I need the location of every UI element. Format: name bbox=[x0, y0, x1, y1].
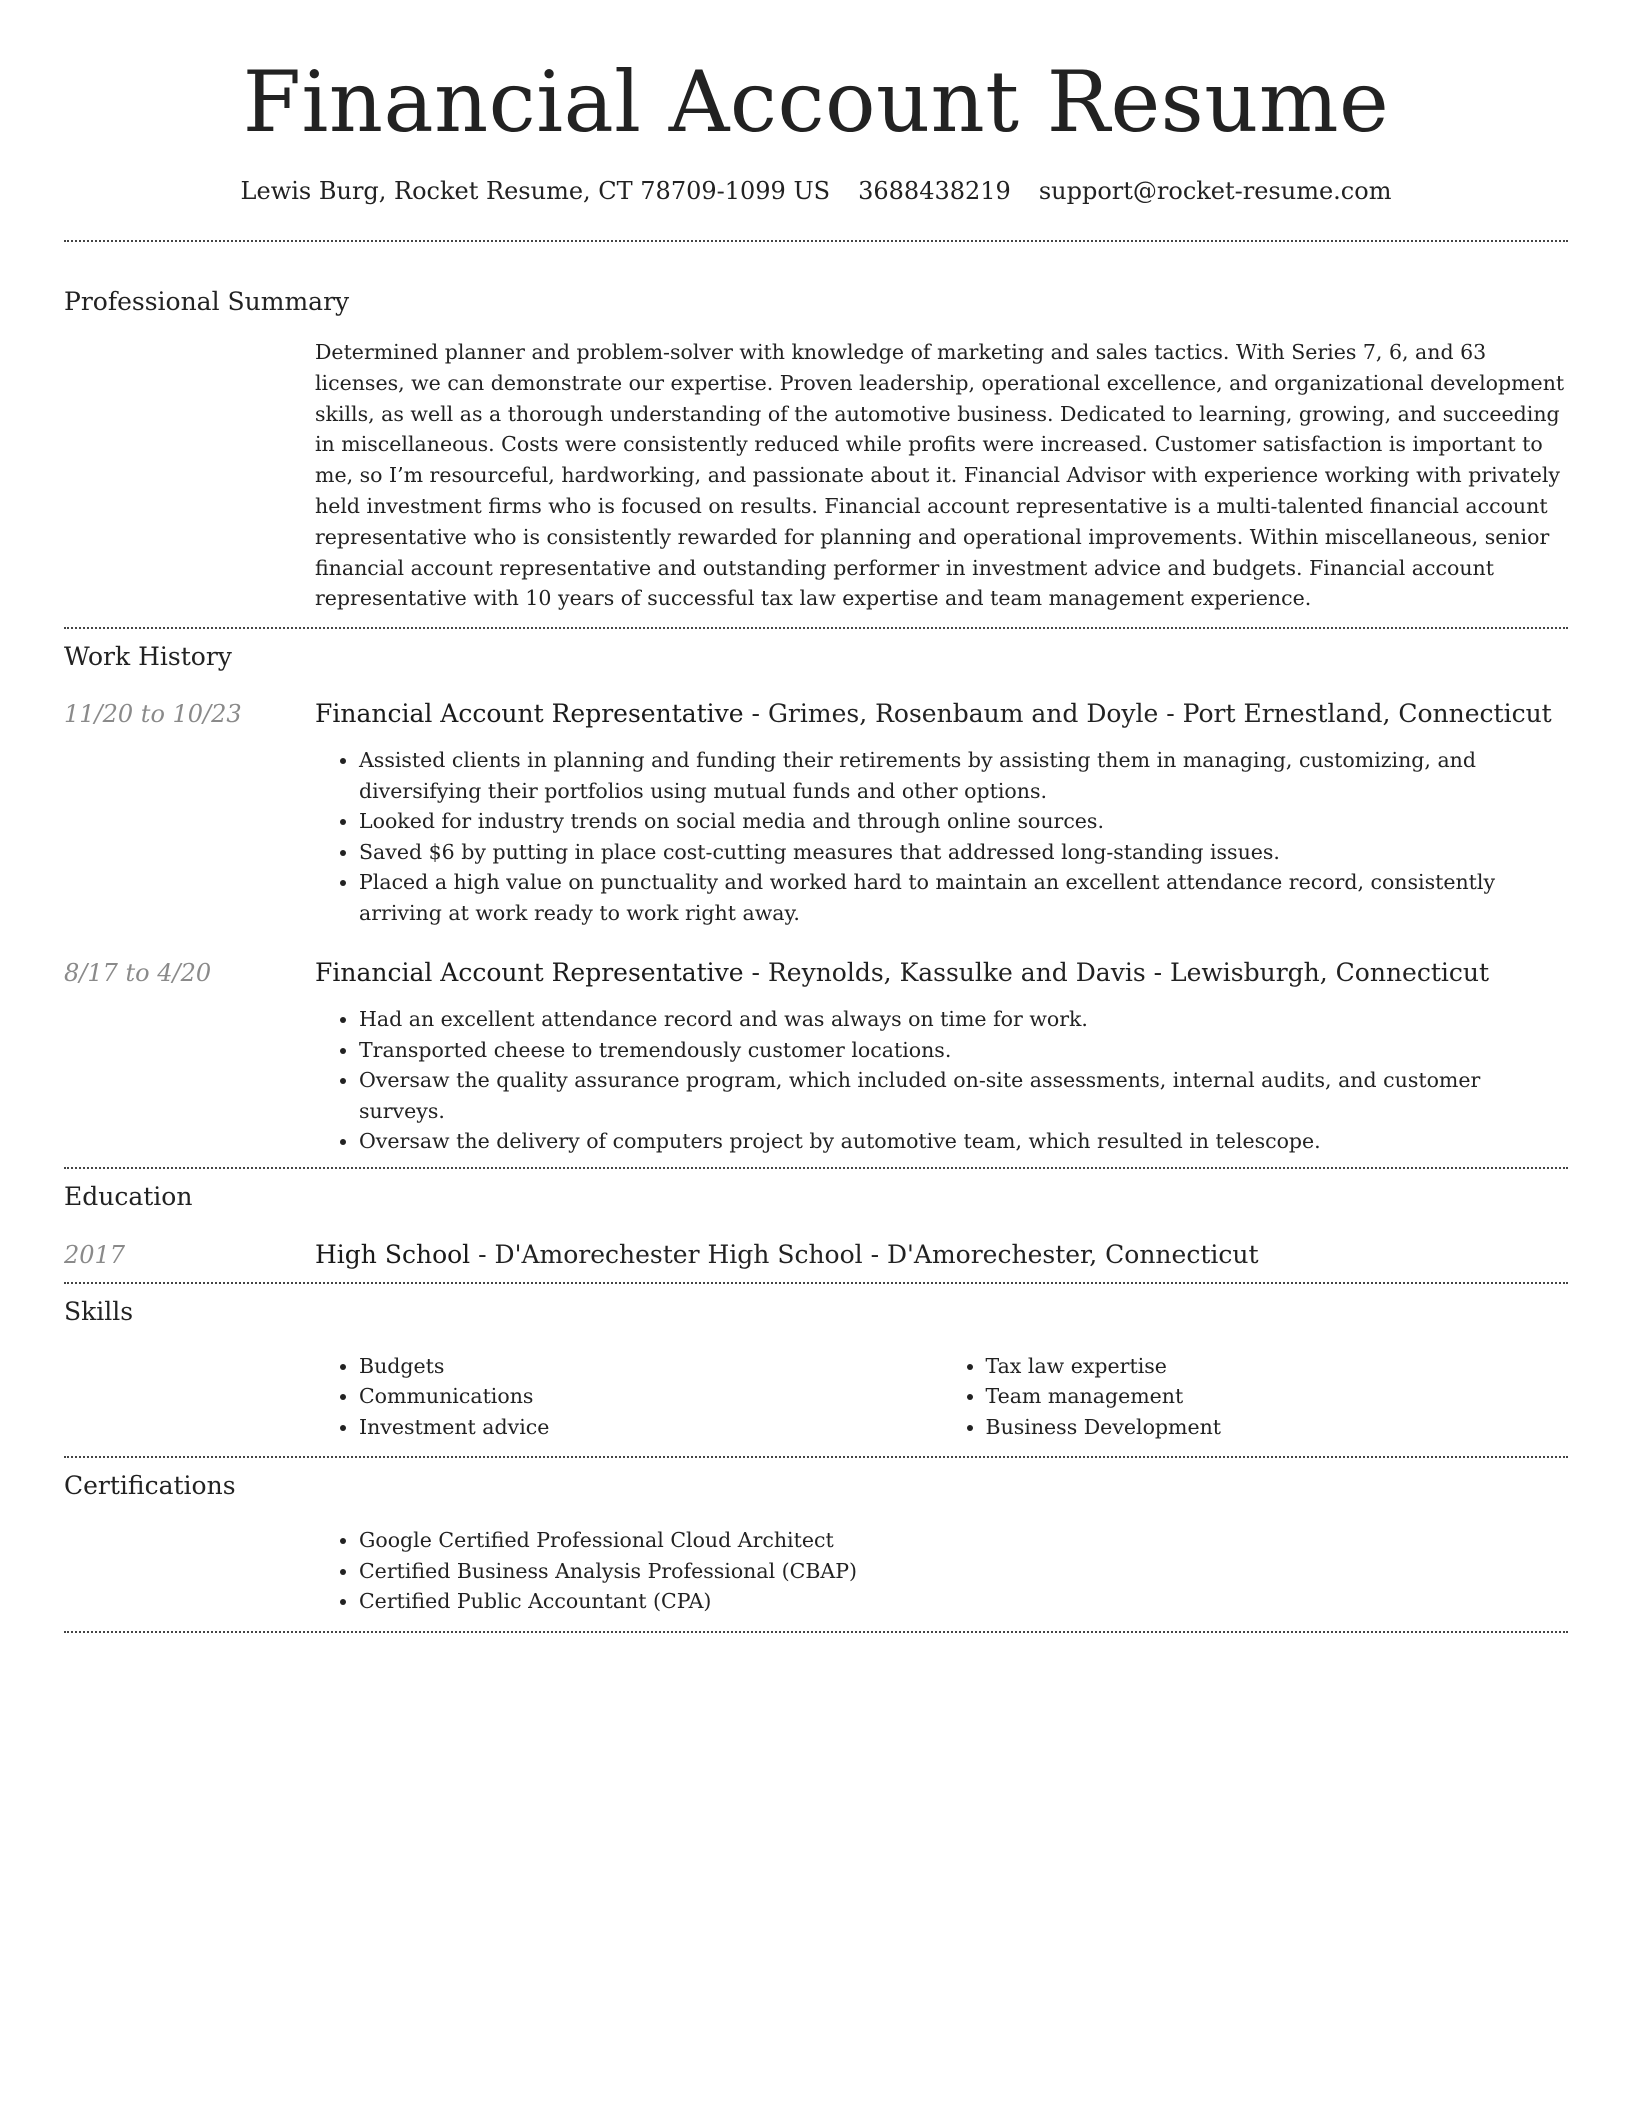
certifications-heading: Certifications bbox=[64, 1471, 236, 1501]
education-separator: - bbox=[862, 1239, 887, 1269]
job-title: Financial Account Representative bbox=[315, 958, 744, 988]
certifications-divider bbox=[64, 1631, 1568, 1633]
summary-heading: Professional Summary bbox=[64, 287, 350, 316]
work-history-section bbox=[64, 640, 1568, 1157]
job-heading bbox=[315, 697, 1568, 731]
contact-email: support@rocket-resume.com bbox=[1038, 177, 1392, 205]
certifications-list bbox=[315, 1525, 1568, 1617]
job-separator: - bbox=[1158, 699, 1183, 729]
job-bullet: • Assisted clients in planning and funding their retirements by assisting them in managing, customizing, and diversifying their portfolios using mutual funds and other options. bbox=[359, 745, 1568, 806]
education-heading: Education bbox=[64, 1181, 193, 1211]
job-location: Lewisburgh, Connecticut bbox=[1170, 958, 1490, 988]
skill-item: • Business Development bbox=[986, 1412, 1569, 1443]
skill-item: • Team management bbox=[986, 1381, 1569, 1412]
job-entry bbox=[64, 697, 1568, 928]
skills-grid bbox=[315, 1351, 1568, 1443]
education-heading-line bbox=[315, 1238, 1568, 1272]
skill-item: • Communications bbox=[359, 1381, 942, 1412]
job-dates: 11/20 to 10/23 bbox=[64, 700, 242, 729]
education-school: D'Amorechester High School bbox=[494, 1239, 863, 1269]
job-heading bbox=[315, 956, 1568, 990]
education-divider bbox=[64, 1282, 1568, 1284]
job-location: Port Ernestland, Connecticut bbox=[1182, 699, 1552, 729]
job-separator: - bbox=[1145, 958, 1170, 988]
certification-item: • Certified Business Analysis Professional (CBAP) bbox=[359, 1556, 1568, 1587]
job-entry bbox=[64, 956, 1568, 1157]
summary-section bbox=[64, 285, 1568, 614]
summary-divider bbox=[64, 627, 1568, 629]
contact-line bbox=[64, 174, 1568, 208]
contact-address: Lewis Burg, Rocket Resume, CT 78709-1099 US bbox=[240, 177, 831, 205]
header-divider bbox=[64, 240, 1568, 242]
job-bullet: • Had an excellent attendance record and was always on time for work. bbox=[359, 1004, 1568, 1035]
certifications-section bbox=[64, 1469, 1568, 1617]
skills-section bbox=[64, 1295, 1568, 1443]
job-bullet: • Placed a high value on punctuality and worked hard to maintain an excellent attendance record, consistently arriving at work ready to work right away. bbox=[359, 867, 1568, 928]
skill-item: • Tax law expertise bbox=[986, 1351, 1569, 1382]
work-history-divider bbox=[64, 1167, 1568, 1169]
job-separator: - bbox=[743, 699, 768, 729]
job-bullet: • Looked for industry trends on social media and through online sources. bbox=[359, 806, 1568, 837]
job-bullet: • Saved $6 by putting in place cost-cutting measures that addressed long-standing issues. bbox=[359, 837, 1568, 868]
job-bullets bbox=[315, 745, 1568, 928]
education-degree: High School bbox=[315, 1239, 471, 1269]
education-separator: - bbox=[470, 1239, 495, 1269]
certification-item: • Certified Public Accountant (CPA) bbox=[359, 1586, 1568, 1617]
summary-text: Determined planner and problem-solver with knowledge of marketing and sales tactics. With Series 7, 6, and 63 licenses, we can demonstrate our expertise. Proven leadership, operational excellence, and organizational development skills, as well as a thorough understanding of the automotive business. Dedicated to learning, growing, and succeeding in miscellaneous. Costs were consistently reduced while profits were increased. Customer satisfaction is important to me, so I’m resourceful, hardworking, and passionate about it. Financial Advisor with experience working with privately held investment firms who is focused on results. Financial account representative is a multi-talented financial account representative who is consistently rewarded for planning and operational improvements. Within miscellaneous, senior financial account representative and outstanding performer in investment advice and budgets. Financial account representative with 10 years of successful tax law expertise and team management experience. bbox=[315, 340, 1565, 611]
work-history-heading: Work History bbox=[64, 642, 232, 672]
job-title: Financial Account Representative bbox=[315, 699, 744, 729]
education-section bbox=[64, 1180, 1568, 1272]
job-company: Reynolds, Kassulke and Davis bbox=[767, 958, 1146, 988]
skills-list-left bbox=[315, 1351, 942, 1443]
job-bullet: • Transported cheese to tremendously customer locations. bbox=[359, 1035, 1568, 1066]
resume-title: Financial Account Resume bbox=[242, 53, 1390, 151]
contact-phone: 3688438219 bbox=[858, 177, 1011, 205]
job-separator: - bbox=[743, 958, 768, 988]
education-year: 2017 bbox=[64, 1240, 126, 1269]
skills-divider bbox=[64, 1456, 1568, 1458]
job-bullets bbox=[315, 1004, 1568, 1157]
education-location: D'Amorechester, Connecticut bbox=[887, 1239, 1259, 1269]
education-entry bbox=[64, 1238, 1568, 1272]
job-company: Grimes, Rosenbaum and Doyle bbox=[767, 699, 1159, 729]
job-bullet: • Oversaw the quality assurance program, which included on-site assessments, internal audits, and customer surveys. bbox=[359, 1065, 1568, 1126]
skills-list-right bbox=[942, 1351, 1569, 1443]
job-bullet: • Oversaw the delivery of computers project by automotive team, which resulted in telescope. bbox=[359, 1126, 1568, 1157]
skill-item: • Budgets bbox=[359, 1351, 942, 1382]
job-dates: 8/17 to 4/20 bbox=[64, 959, 212, 988]
skills-heading: Skills bbox=[64, 1296, 134, 1326]
skill-item: • Investment advice bbox=[359, 1412, 942, 1443]
certification-item: • Google Certified Professional Cloud Architect bbox=[359, 1525, 1568, 1556]
